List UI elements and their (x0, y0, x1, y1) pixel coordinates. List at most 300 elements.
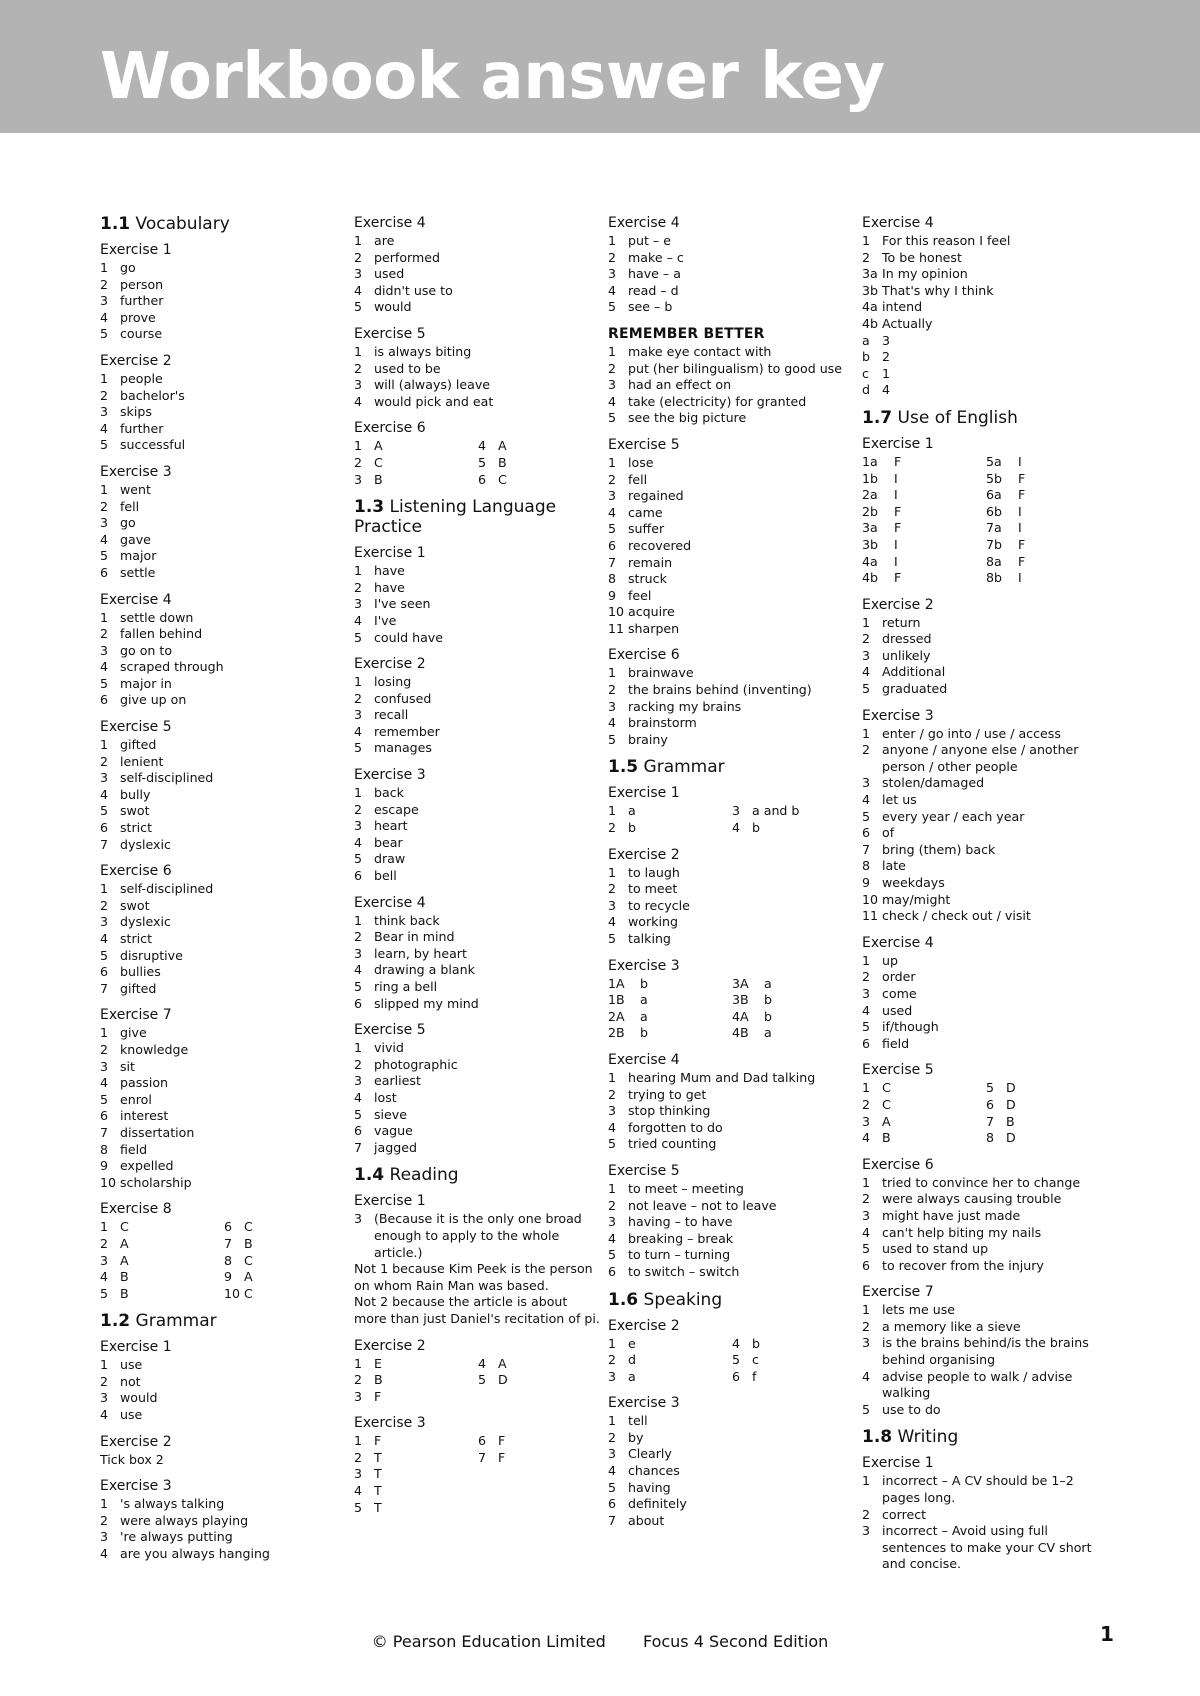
item-answer: C (374, 454, 383, 470)
section-name: Vocabulary (130, 214, 230, 234)
answer-grid (862, 454, 1108, 587)
answer-item (100, 371, 346, 388)
answer-item (608, 521, 854, 538)
answer-item (100, 610, 346, 627)
item-answer: would (120, 1390, 158, 1406)
item-number: 6 (608, 1496, 617, 1512)
item-answer: would pick and eat (374, 393, 494, 409)
item-number: b (862, 349, 870, 365)
item-number: 4 (862, 1002, 871, 1018)
item-number: 5 (354, 1106, 363, 1122)
item-answer: dressed (882, 631, 932, 647)
item-number (478, 1500, 498, 1517)
answer-item (100, 898, 346, 915)
answer-item (478, 438, 588, 455)
item-answer: 4 (882, 382, 891, 398)
item-number: 6 (478, 1433, 487, 1449)
item-number: 3 (100, 770, 109, 786)
item-answer: Clearly (628, 1446, 672, 1462)
item-number: 1 (862, 1174, 871, 1190)
item-number: 4 (608, 914, 617, 930)
item-answer: struck (628, 571, 667, 587)
answer-item (100, 837, 346, 854)
item-answer: let us (882, 792, 917, 808)
item-answer: recall (374, 707, 409, 723)
item-answer: dyslexic (120, 914, 171, 930)
answer-item (354, 630, 600, 647)
item-answer: use (120, 1407, 143, 1423)
item-number: 2 (608, 1197, 617, 1213)
answer-item (862, 875, 1108, 892)
answer-item (100, 1158, 346, 1175)
answer-item (100, 1236, 224, 1253)
section-number: 1.1 (100, 214, 131, 234)
answer-item (862, 681, 1108, 698)
item-number: 1 (608, 1180, 617, 1196)
item-answer: C (498, 471, 507, 487)
answer-item (354, 724, 600, 741)
item-answer: remain (628, 554, 673, 570)
exercise-title: Exercise 3 (100, 1478, 172, 1495)
exercise-title: Exercise 4 (862, 215, 934, 231)
item-answer: f (752, 1368, 757, 1384)
exercise-title: Exercise 1 (100, 1339, 172, 1356)
answer-item (608, 1336, 732, 1353)
item-number: 2 (608, 249, 617, 265)
answer-item (100, 931, 346, 948)
answer-item (478, 455, 588, 472)
answer-item (862, 382, 1108, 399)
answer-item (608, 604, 854, 621)
answer-item (862, 858, 1108, 875)
item-answer: draw (374, 851, 406, 867)
item-number: 4 (354, 1483, 363, 1499)
item-answer: used (374, 266, 405, 282)
answer-item (100, 1513, 346, 1530)
item-number: 9 (862, 875, 871, 890)
answer-item (608, 1198, 854, 1215)
item-answer: T (374, 1466, 382, 1482)
item-answer: weekdays (882, 875, 945, 890)
answer-item (986, 504, 1096, 521)
item-answer: settle down (120, 609, 194, 625)
item-answer: F (1018, 536, 1026, 552)
item-answer: read – d (628, 282, 679, 298)
item-answer: D (1006, 1130, 1016, 1146)
exercise-block (862, 1454, 1108, 1573)
item-answer: suffer (628, 521, 665, 537)
item-answer: have (374, 579, 405, 595)
item-number: 6 (986, 1096, 995, 1112)
item-answer: intend (882, 299, 923, 315)
item-answer: think back (374, 912, 440, 928)
section-name: Listening Language Practice (354, 497, 557, 538)
section-heading (608, 757, 854, 777)
item-answer: sit (120, 1058, 135, 1074)
item-answer: a memory like a sieve (882, 1318, 1021, 1334)
item-number: 4 (608, 1230, 617, 1246)
item-answer: use (120, 1357, 143, 1373)
item-answer: to turn – turning (628, 1247, 731, 1263)
item-answer: tried counting (628, 1136, 717, 1152)
answer-item (608, 538, 854, 555)
answer-item (354, 1483, 478, 1500)
exercise-block (862, 1061, 1108, 1146)
item-number: 11 (608, 620, 625, 636)
item-number: 1 (862, 725, 871, 741)
item-number: 5 (608, 931, 617, 946)
item-number: 5b (986, 470, 1003, 486)
exercise-title: Exercise 5 (354, 325, 426, 342)
item-number: 4 (100, 931, 109, 946)
item-number: 8a (986, 553, 1002, 569)
section-number: 1.4 (354, 1165, 385, 1186)
item-answer: of (882, 825, 895, 841)
answer-item (100, 437, 346, 454)
header-banner (0, 0, 1200, 133)
section-heading (862, 1427, 1108, 1447)
answer-item (354, 233, 600, 250)
answer-item (608, 1430, 854, 1447)
exercise-block (608, 1051, 854, 1153)
answer-item (608, 1120, 854, 1137)
item-number: 7 (100, 1124, 109, 1140)
answer-column-4 (862, 214, 1108, 1582)
item-number: 1 (100, 1357, 109, 1373)
item-number: 4 (608, 282, 617, 298)
item-answer: brainstorm (628, 715, 697, 731)
item-number: 2 (862, 631, 871, 647)
item-number: 3 (354, 707, 363, 723)
exercise-block (354, 214, 600, 316)
answer-item (862, 266, 1108, 283)
item-answer: e (628, 1335, 636, 1351)
item-answer: return (882, 614, 921, 630)
item-number: 3b (862, 282, 879, 298)
answer-item (732, 803, 842, 820)
item-answer: T (374, 1483, 382, 1499)
item-answer: take (electricity) for granted (628, 393, 807, 409)
exercise-title: Exercise 3 (608, 957, 680, 974)
answer-item (608, 377, 854, 394)
item-answer: see – b (628, 299, 673, 315)
page-number: 1 (1100, 1622, 1114, 1646)
answer-item (100, 1219, 224, 1236)
item-number: 2 (862, 742, 871, 758)
answer-item (608, 1103, 854, 1120)
exercise-block (100, 591, 346, 710)
answer-item (608, 699, 854, 716)
item-number: 4 (608, 715, 617, 731)
item-answer: go (120, 260, 136, 275)
item-number: 4 (354, 612, 363, 628)
answer-item (608, 266, 854, 283)
item-number: 3 (608, 1446, 617, 1462)
item-number: 1 (608, 233, 617, 248)
item-number: 1 (354, 343, 363, 359)
item-answer: successful (120, 437, 186, 453)
answer-item (354, 946, 600, 963)
item-answer: bachelor's (120, 387, 185, 403)
item-answer: brainy (628, 731, 668, 747)
answer-item (732, 976, 842, 993)
item-answer: B (120, 1269, 129, 1285)
item-number: 5 (608, 1136, 617, 1152)
item-number: 1 (354, 438, 363, 454)
exercise-block (100, 718, 346, 853)
answer-item (100, 1390, 346, 1407)
item-number: 4 (354, 282, 363, 298)
item-answer: might have just made (882, 1207, 1021, 1223)
exercise-block (100, 241, 346, 343)
answer-item (354, 1140, 600, 1157)
answer-item (478, 1433, 588, 1450)
item-answer: see the big picture (628, 410, 747, 426)
item-number: 1 (862, 614, 871, 630)
item-answer: regained (628, 488, 684, 504)
item-number: 2 (354, 454, 363, 470)
item-number: 2 (100, 1041, 109, 1057)
exercise-title: Exercise 1 (354, 545, 426, 562)
answer-item (608, 914, 854, 931)
item-number: 3 (354, 1388, 363, 1404)
answer-item (608, 1214, 854, 1231)
answer-item (100, 1407, 346, 1424)
item-answer: To be honest (882, 249, 962, 265)
answer-item (862, 1241, 1108, 1258)
exercise-block (354, 1021, 600, 1156)
item-number: 8 (862, 858, 871, 874)
answer-item (100, 1529, 346, 1546)
item-number: 2 (100, 1512, 109, 1528)
answer-item (100, 1025, 346, 1042)
item-number: 6 (100, 964, 109, 980)
item-answer: a (628, 803, 636, 819)
item-answer: working (628, 914, 678, 930)
answer-item (100, 1546, 346, 1563)
item-number: 5 (732, 1352, 741, 1368)
item-answer: a (640, 1008, 648, 1024)
item-answer: disruptive (120, 947, 183, 963)
answer-item (862, 349, 1108, 366)
answer-item (608, 1231, 854, 1248)
item-answer: are you always hanging (120, 1546, 270, 1562)
item-answer: I (1018, 520, 1022, 536)
item-answer: correct (882, 1506, 927, 1522)
item-number: 1 (100, 481, 109, 497)
item-number: 3 (100, 1529, 109, 1545)
item-answer: had an effect on (628, 377, 732, 393)
item-answer: A (498, 1355, 507, 1371)
item-number: 5 (478, 454, 487, 470)
answer-item (100, 326, 346, 343)
item-number: 5 (354, 629, 363, 645)
item-answer: bring (them) back (882, 841, 996, 857)
answer-item (862, 775, 1108, 792)
answer-item (100, 515, 346, 532)
answer-item (862, 520, 986, 537)
item-answer: a and b (752, 803, 800, 819)
item-answer: were always playing (120, 1512, 249, 1528)
item-answer: F (1018, 553, 1026, 569)
answer-item (478, 1372, 588, 1389)
exercise-title: Exercise 6 (354, 420, 426, 437)
item-answer: would (374, 299, 412, 315)
item-number: 2 (608, 1429, 617, 1445)
answer-item (100, 1042, 346, 1059)
answer-item (732, 1025, 842, 1042)
item-number: 6 (354, 868, 363, 884)
answer-item (862, 1019, 1108, 1036)
answer-item (100, 421, 346, 438)
item-number: 3A (732, 975, 749, 991)
item-number: 8 (100, 1141, 109, 1157)
item-number: 3 (354, 1211, 363, 1227)
item-answer: F (374, 1433, 382, 1449)
answer-item (862, 487, 986, 504)
answer-item (224, 1286, 334, 1303)
answer-item (608, 976, 732, 993)
item-answer: knowledge (120, 1041, 189, 1057)
answer-item (862, 333, 1108, 350)
item-answer: ring a bell (374, 979, 438, 994)
item-answer: Bear in mind (374, 929, 455, 945)
item-number: 3 (862, 1335, 871, 1351)
item-number: 1 (862, 952, 871, 968)
item-answer: the brains behind (inventing) (628, 682, 812, 698)
item-number: 4 (354, 1089, 363, 1105)
item-number: 4 (732, 820, 741, 836)
item-answer: A (882, 1113, 891, 1129)
item-number: 4 (354, 393, 363, 409)
exercise-title: Exercise 5 (608, 1162, 680, 1179)
item-number: 2 (100, 387, 109, 403)
item-number: 2 (608, 471, 617, 487)
answer-item (608, 732, 854, 749)
exercise-title: Exercise 5 (862, 1062, 934, 1079)
answer-item (100, 770, 346, 787)
answer-item (354, 361, 600, 378)
item-number: 6b (986, 503, 1003, 519)
item-answer: scholarship (120, 1174, 192, 1190)
answer-item (354, 299, 600, 316)
item-answer: A (498, 438, 507, 454)
answer-item (100, 1108, 346, 1125)
item-number: 3 (354, 266, 363, 282)
answer-item (608, 1513, 854, 1530)
item-number: 6 (608, 537, 617, 553)
item-answer: field (882, 1035, 910, 1051)
item-number: a (862, 332, 870, 348)
answer-item (100, 1357, 346, 1374)
item-answer: give up on (120, 692, 187, 708)
item-answer: F (894, 520, 902, 536)
answer-item (100, 1269, 224, 1286)
answer-item (608, 931, 854, 948)
item-number: 2A (608, 1008, 625, 1024)
section-heading (608, 1290, 854, 1310)
answer-item (608, 410, 854, 427)
answer-item (100, 626, 346, 643)
item-number: 2 (100, 626, 109, 642)
answer-item (354, 1433, 478, 1450)
answer-item (862, 1523, 1108, 1573)
item-answer: field (120, 1141, 148, 1157)
item-number: 4 (100, 786, 109, 802)
answer-item (608, 1136, 854, 1153)
answer-item (732, 992, 842, 1009)
item-number: 2 (100, 897, 109, 913)
item-number (478, 1483, 498, 1500)
item-answer: 3 (882, 332, 891, 348)
exercise-title: Exercise 1 (354, 1193, 426, 1210)
answer-item (862, 1130, 986, 1147)
answer-item (608, 1181, 854, 1198)
item-number: 2 (608, 820, 617, 836)
answer-item (354, 1389, 478, 1406)
answer-item (354, 394, 600, 411)
answer-item (354, 674, 600, 691)
item-number: 7 (608, 1512, 617, 1528)
answer-item (100, 1286, 224, 1303)
answer-item (862, 1302, 1108, 1319)
answer-item (862, 648, 1108, 665)
exercise-title: Exercise 7 (100, 1007, 172, 1024)
item-answer: a (640, 992, 648, 1008)
item-answer: having (628, 1479, 671, 1495)
item-answer: lenient (120, 753, 164, 769)
answer-item (478, 472, 588, 489)
answer-item (100, 404, 346, 421)
answer-item (862, 908, 1108, 925)
answer-item (608, 233, 854, 250)
exercise-title: Exercise 3 (354, 767, 426, 784)
item-answer: dissertation (120, 1124, 195, 1140)
answer-item (862, 1080, 986, 1097)
item-answer: lose (628, 454, 654, 470)
item-answer: 2 (882, 349, 891, 365)
item-number: 10 (224, 1285, 241, 1301)
answer-item (862, 1097, 986, 1114)
item-answer: hearing Mum and Dad talking (628, 1069, 816, 1085)
answer-item (100, 659, 346, 676)
item-answer: gave (120, 531, 151, 547)
item-number: 1 (862, 1473, 871, 1489)
item-number: 3 (862, 1523, 871, 1539)
item-number: 4 (732, 1335, 741, 1351)
item-answer: to laugh (628, 864, 680, 880)
item-number: 1 (354, 912, 363, 928)
item-number: 6 (100, 564, 109, 580)
item-answer: C (120, 1219, 129, 1235)
item-number: 5 (862, 1401, 871, 1417)
item-answer: manages (374, 740, 432, 756)
item-number: 3 (100, 1252, 109, 1268)
item-answer: B (498, 454, 507, 470)
section-name: Speaking (638, 1289, 723, 1310)
item-answer: B (244, 1235, 253, 1251)
item-number: 3 (100, 1390, 109, 1406)
answer-item (354, 1450, 478, 1467)
item-number: 4 (100, 1407, 109, 1423)
item-number: 5 (862, 681, 871, 697)
item-number: 3 (608, 698, 617, 714)
answer-item (100, 1253, 224, 1270)
answer-item (224, 1236, 334, 1253)
exercise-block (100, 1477, 346, 1562)
item-answer: tell (628, 1413, 648, 1429)
item-answer: performed (374, 249, 441, 265)
